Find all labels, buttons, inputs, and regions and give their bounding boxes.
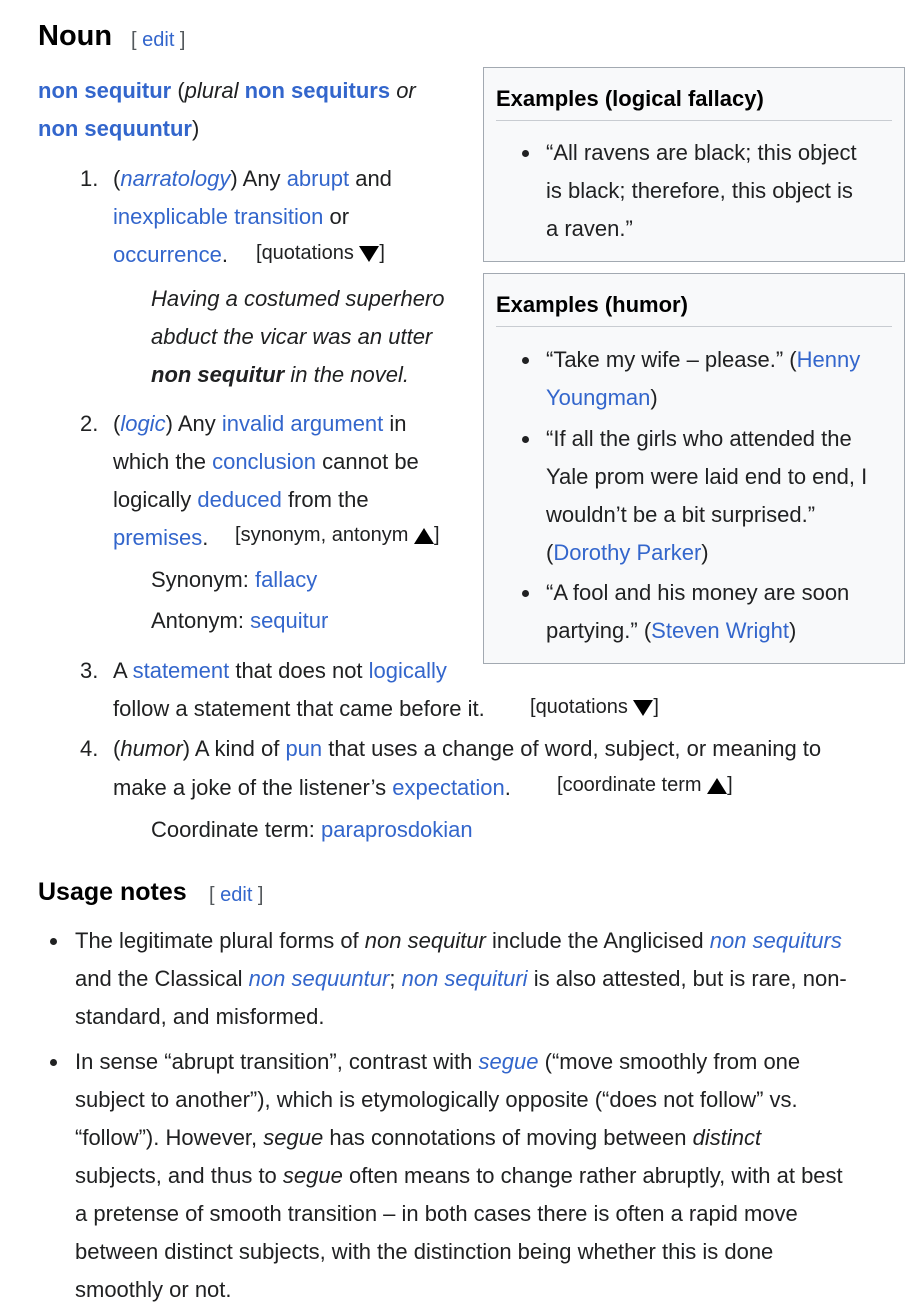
sense-1-line-1: (narratology) Any abrupt and <box>113 166 392 191</box>
text: ; <box>389 966 396 991</box>
term: non sequitur <box>364 928 486 953</box>
text: ( <box>546 540 554 565</box>
example-line <box>546 534 709 572</box>
antonym-link[interactable]: sequitur <box>250 608 329 633</box>
usage-note-line: subject to another”), which is etymologically opposite (“does not follow” vs. <box>75 1087 798 1112</box>
text: is also attested, but is rare, non- <box>533 966 847 991</box>
usage-note-line <box>75 1043 800 1081</box>
sense-1-line-3 <box>113 236 228 274</box>
text: or <box>329 204 350 229</box>
text: . <box>221 242 228 267</box>
example-line <box>546 379 658 417</box>
antonym-label: Antonym: <box>151 608 244 633</box>
text: “Take my wife – please.” ( <box>546 347 797 372</box>
usage-notes-heading: Usage notes <box>38 878 187 906</box>
sense-2-line-4 <box>113 519 208 557</box>
usage-note-line <box>75 922 842 960</box>
text: ) <box>701 540 709 565</box>
synonym-line <box>151 561 317 599</box>
text: in the novel. <box>290 362 409 387</box>
definition-link[interactable]: conclusion <box>212 449 317 474</box>
usage-edit-link[interactable]: edit <box>220 884 253 906</box>
text: often means to change rather abruptly, with at best <box>349 1163 843 1188</box>
sense-2-line-2 <box>113 443 419 481</box>
author-link[interactable]: Dorothy Parker <box>553 540 702 565</box>
bullet <box>522 150 529 157</box>
sense-number: 1. <box>80 166 99 191</box>
text: that does not <box>235 658 363 683</box>
toggle-label: synonym, antonym <box>240 524 409 546</box>
example-line: Yale prom were laid end to end, I <box>546 464 868 489</box>
text: has connotations of moving between <box>329 1125 687 1150</box>
text: . <box>202 525 209 550</box>
text: (“move smoothly from one <box>544 1049 801 1074</box>
noun-heading: Noun <box>38 20 113 52</box>
coordinate-term-toggle[interactable]: [coordinate term ] <box>557 774 733 796</box>
usage-note-line <box>75 960 847 998</box>
examples-humor-box <box>483 273 905 664</box>
paren: ( <box>177 78 185 103</box>
text: “follow”). However, <box>75 1125 258 1150</box>
definition-link[interactable]: premises <box>113 525 203 550</box>
synonym-link[interactable]: fallacy <box>254 567 318 592</box>
text: make a joke of the listener’s <box>113 775 387 800</box>
quotation-line: Having a costumed superhero <box>151 286 445 311</box>
noun-edit-section: [ edit ] <box>131 29 186 51</box>
text: logically <box>113 487 192 512</box>
usage-edit-section: [ edit ] <box>209 884 264 906</box>
sense-3-line-2: follow a statement that came before it. <box>113 696 485 721</box>
sense-number: 4. <box>80 736 99 761</box>
text: . <box>504 775 511 800</box>
sense-3-line-1 <box>113 652 447 690</box>
quotations-toggle[interactable]: [quotations ] <box>530 696 659 718</box>
example-line: “If all the girls who attended the <box>546 426 852 451</box>
plural-or: or <box>396 78 416 103</box>
quotations-toggle[interactable]: [quotations ] <box>256 242 385 264</box>
bullet <box>50 938 57 945</box>
bullet <box>522 590 529 597</box>
usage-note-line: a pretense of smooth transition – in both cases there is often a rapid move <box>75 1201 798 1226</box>
usage-note-line <box>75 1119 761 1157</box>
author-link[interactable]: Youngman <box>546 385 651 410</box>
triangle-up-icon <box>414 528 434 544</box>
definition-link[interactable]: logically <box>368 658 447 683</box>
text: A kind of <box>194 736 280 761</box>
definition-link[interactable]: pun <box>285 736 323 761</box>
text: In sense “abrupt transition”, contrast with <box>75 1049 473 1074</box>
definition-link[interactable]: deduced <box>197 487 282 512</box>
text: cannot be <box>322 449 419 474</box>
text: partying.” ( <box>546 618 652 643</box>
box-divider <box>496 120 892 121</box>
toggle-label: quotations <box>261 242 354 264</box>
examples-fallacy-box <box>483 67 905 262</box>
noun-edit-link[interactable]: edit <box>142 29 175 51</box>
sense-2-line-1: (logic) Any invalid argument in <box>113 411 407 436</box>
sense-number: 2. <box>80 411 99 436</box>
text: which the <box>113 449 206 474</box>
plural-form-link[interactable]: non sequuntur <box>38 116 192 141</box>
term-link[interactable]: non sequuntur <box>248 966 390 991</box>
term: segue <box>282 1163 343 1188</box>
text: Any <box>242 166 281 191</box>
bullet <box>522 436 529 443</box>
sense-number: 3. <box>80 658 99 683</box>
text: and <box>355 166 392 191</box>
example-line <box>546 341 860 379</box>
example-line: is black; therefore, this object is <box>546 178 853 203</box>
paren: ) <box>191 116 200 141</box>
text: and the Classical <box>75 966 243 991</box>
text: include the Anglicised <box>492 928 704 953</box>
synonym-label: Synonym: <box>151 567 249 592</box>
usage-note-line: between distinct subjects, with the distinction being whether this is done <box>75 1239 774 1264</box>
quotation-line: abduct the vicar was an utter <box>151 324 433 349</box>
text: Any <box>177 411 216 436</box>
example-line <box>546 612 796 650</box>
triangle-up-icon <box>707 778 727 794</box>
plural-label: plural <box>184 78 239 103</box>
label-link[interactable]: narratology <box>120 166 231 191</box>
definition-link[interactable]: inexplicable transition <box>113 204 324 229</box>
text: in <box>389 411 407 436</box>
text: The legitimate plural forms of <box>75 928 359 953</box>
example-line: “A fool and his money are soon <box>546 580 850 605</box>
coordinate-term-label: Coordinate term: <box>151 817 315 842</box>
term-link[interactable]: segue <box>478 1049 539 1074</box>
text: ) <box>788 618 797 643</box>
usage-note-line <box>75 1157 843 1195</box>
author-link[interactable]: Henny <box>796 347 861 372</box>
quotation-headword: non sequitur <box>151 362 285 387</box>
usage-note-line: standard, and misformed. <box>75 1004 325 1029</box>
sense-2-line-3 <box>113 481 369 519</box>
antonym-line <box>151 602 328 640</box>
coordinate-term-line <box>151 811 473 849</box>
text: that uses a change of word, subject, or meaning to <box>328 736 822 761</box>
box-divider <box>496 326 892 327</box>
headword[interactable]: non sequitur <box>38 78 172 103</box>
definition-link[interactable]: statement <box>132 658 230 683</box>
toggle-label: coordinate term <box>562 774 702 796</box>
box-title: Examples (humor) <box>496 292 688 317</box>
bullet <box>522 357 529 364</box>
plural-form-link[interactable]: non sequiturs <box>244 78 391 103</box>
term-link[interactable]: non sequituri <box>401 966 528 991</box>
example-line: a raven.” <box>546 216 633 241</box>
term: distinct <box>692 1125 762 1150</box>
text: subjects, and thus to <box>75 1163 277 1188</box>
toggle-label: quotations <box>535 696 628 718</box>
triangle-down-icon <box>359 246 379 262</box>
sense-4-line-1: (humor) A kind of pun that uses a change of word, subject, or meaning to <box>113 736 822 761</box>
sense-4-line-2 <box>113 769 511 807</box>
term-link[interactable]: non sequiturs <box>709 928 842 953</box>
example-line: “All ravens are black; this object <box>546 140 857 165</box>
triangle-down-icon <box>633 700 653 716</box>
box-title: Examples (logical fallacy) <box>496 86 764 111</box>
definition-link[interactable]: expectation <box>392 775 505 800</box>
text: A <box>113 658 127 683</box>
term: segue <box>263 1125 324 1150</box>
label: humor <box>120 736 183 761</box>
text: ) <box>650 385 658 410</box>
headword-line-2 <box>38 110 199 148</box>
definition-link[interactable]: occurrence <box>113 242 222 267</box>
synonym-antonym-toggle[interactable]: [synonym, antonym ] <box>235 524 440 546</box>
text: from the <box>287 487 369 512</box>
usage-note-line: smoothly or not. <box>75 1277 232 1302</box>
label-link[interactable]: logic <box>120 411 166 436</box>
bullet <box>50 1059 57 1066</box>
quotation-line <box>151 356 409 394</box>
example-line: wouldn’t be a bit surprised.” <box>546 502 816 527</box>
sense-1-line-2 <box>113 198 349 236</box>
coordinate-term-link[interactable]: paraprosdokian <box>320 817 473 842</box>
author-link[interactable]: Steven Wright <box>651 618 789 643</box>
definition-link[interactable]: abrupt <box>286 166 350 191</box>
headword-line <box>38 72 416 110</box>
definition-link[interactable]: invalid argument <box>221 411 384 436</box>
